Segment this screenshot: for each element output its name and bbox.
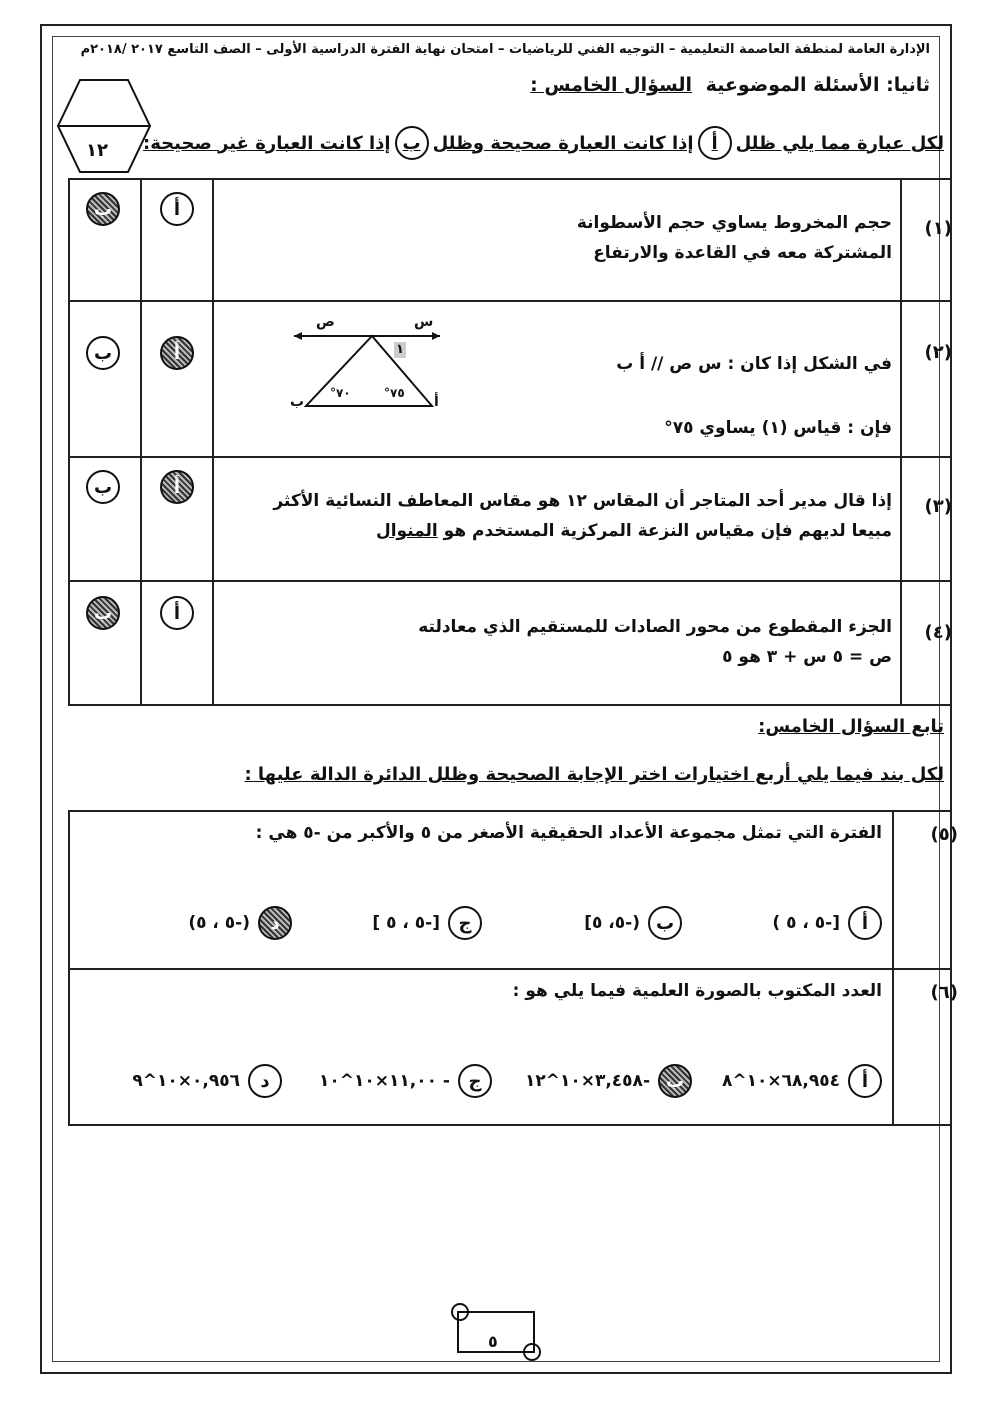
question-title: السؤال الخامس : bbox=[530, 74, 692, 96]
letter-b-circle: ب bbox=[395, 126, 429, 160]
item-1-text: حجم المخروط يساوي حجم الأسطوانة المشتركة معه في القاعدة والارتفاع bbox=[576, 213, 892, 263]
item-1-option-b[interactable]: ب bbox=[86, 192, 120, 226]
item-5-option-b[interactable]: ب (-٥، ٥] bbox=[584, 906, 682, 940]
item-2-option-b[interactable]: ب bbox=[86, 336, 120, 370]
item-5-option-a[interactable]: أ [-٥ ، ٥ ) bbox=[772, 906, 882, 940]
item-5-option-c[interactable]: ج [-٥ ، ٥ ] bbox=[372, 906, 482, 940]
item-1-option-a[interactable]: أ bbox=[160, 192, 194, 226]
item-5-option-d[interactable]: د (-٥ ، ٥) bbox=[188, 906, 292, 940]
exam-header: الإدارة العامة لمنطقة العاصمة التعليمية – التوجيه الفني للرياضيات – امتحان نهاية الفترة الدراسية الأولى – الصف التاسع ٢٠١٧ /٢٠١٨م bbox=[80, 42, 930, 57]
continued-title: تابع السؤال الخامس: bbox=[758, 716, 944, 737]
item-2-text: في الشكل إذا كان : س ص // أ ب فإن : قياس (١) يساوي ٧٥° bbox=[616, 354, 892, 438]
item-3-option-a[interactable]: أ bbox=[160, 470, 194, 504]
item-6-option-d[interactable]: د ٠,٩٥٦×١٠^٩ bbox=[132, 1064, 282, 1098]
item-2-option-a[interactable]: أ bbox=[160, 336, 194, 370]
item-6-option-b[interactable]: ب -٣,٤٥٨×١٠^١٢ bbox=[525, 1064, 692, 1098]
item-5-question: الفترة التي تمثل مجموعة الأعداد الحقيقية الأصغر من ٥ والأكبر من -٥ هي : bbox=[255, 823, 882, 843]
figure-label-1: ١ bbox=[396, 342, 404, 357]
item-4-option-b[interactable]: ب bbox=[86, 596, 120, 630]
figure-angle-a: ٧٥° bbox=[384, 386, 405, 400]
item-1-number: (١) bbox=[924, 218, 952, 239]
instruction-multiple-choice: لكل بند فيما يلي أربع اختيارات اختر الإجابة الصحيحة وظلل الدائرة الدالة عليها : bbox=[244, 764, 944, 785]
item-3-number: (٣) bbox=[924, 496, 952, 517]
figure-label-sad: ص bbox=[316, 314, 335, 330]
figure-angle-b: ٧٠° bbox=[330, 386, 351, 400]
item-6-question: العدد المكتوب بالصورة العلمية فيما يلي هو : bbox=[512, 981, 882, 1001]
letter-a-circle: أ bbox=[698, 126, 732, 160]
item-3-option-b[interactable]: ب bbox=[86, 470, 120, 504]
item-6-number: (٦) bbox=[930, 982, 958, 1003]
figure-label-b: ب bbox=[290, 394, 305, 410]
item-4-number: (٤) bbox=[924, 622, 952, 643]
item-5-number: (٥) bbox=[930, 824, 958, 845]
score-value: ١٢ bbox=[86, 140, 108, 161]
score-hexagon bbox=[56, 76, 152, 176]
item-6-option-c[interactable]: ج - ١١,٠٠×١٠^١٠ bbox=[319, 1064, 492, 1098]
figure-label-a: أ bbox=[434, 394, 439, 410]
item-4-text: الجزء المقطوع من محور الصادات للمستقيم الذي معادلته ص = ٥ س + ٣ هو ٥ bbox=[418, 617, 892, 667]
section-title: ثانيا: الأسئلة الموضوعية bbox=[705, 74, 930, 96]
page-number: ٥ bbox=[488, 1332, 498, 1351]
triangle-figure bbox=[290, 316, 450, 416]
item-4-option-a[interactable]: أ bbox=[160, 596, 194, 630]
figure-label-s: س bbox=[414, 314, 434, 330]
item-3-text: إذا قال مدير أحد المتاجر أن المقاس ١٢ هو مقاس المعاطف النسائية الأكثر مبيعا لديهم فإن مقياس النزعة المركزية المستخدم هو المنوال bbox=[273, 491, 892, 541]
item-6-option-a[interactable]: أ ٦٨,٩٥٤×١٠^٨ bbox=[722, 1064, 882, 1098]
instruction-true-false: لكل عبارة مما يلي ظلل أ إذا كانت العبارة صحيحة وظلل ب إذا كانت العبارة غير صحيحة: bbox=[143, 126, 944, 160]
item-2-number: (٢) bbox=[924, 342, 952, 363]
